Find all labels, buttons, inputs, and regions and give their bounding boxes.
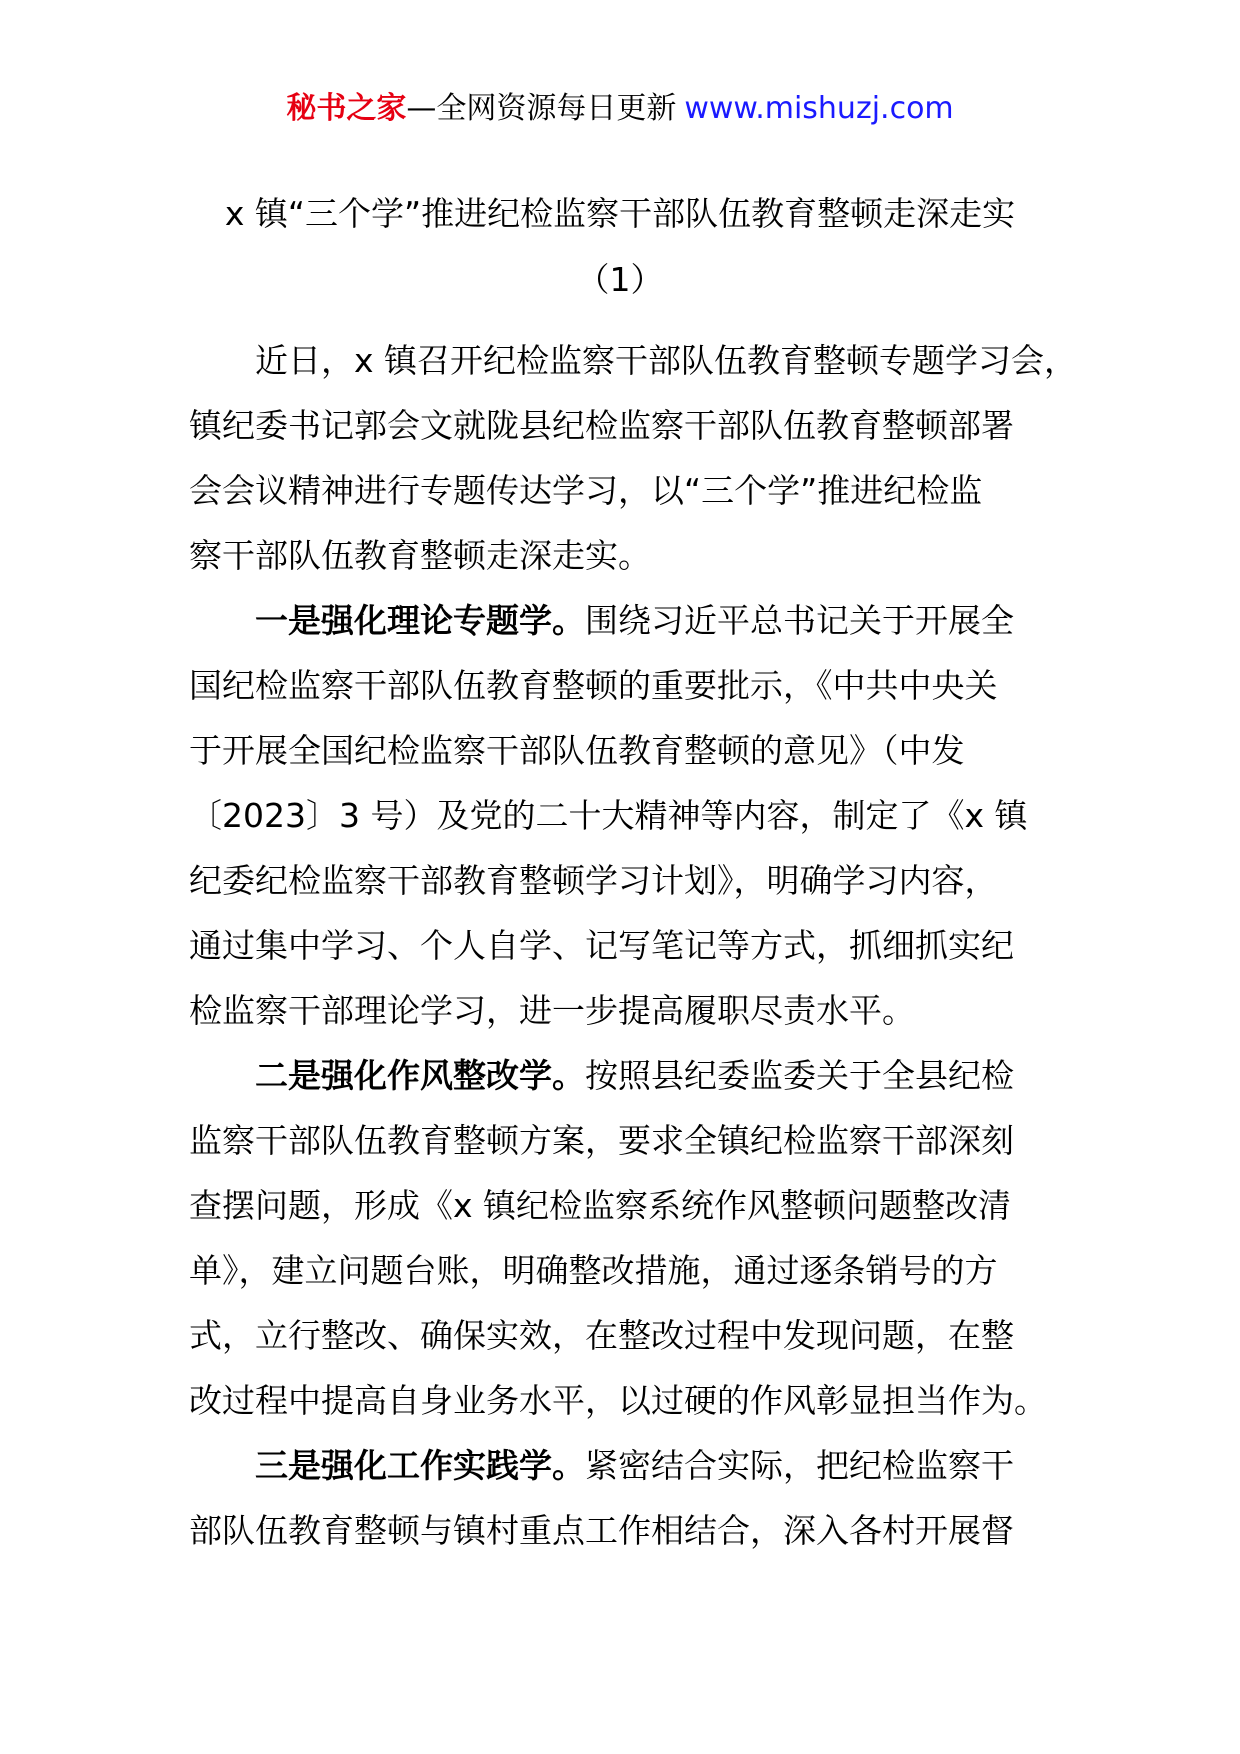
site-url: www.mishuzj.com bbox=[684, 91, 954, 126]
paragraph-work-practice bbox=[189, 1433, 1089, 1563]
paragraph-line bbox=[189, 1043, 1089, 1108]
paragraph-line: 通过集中学习、个人自学、记写笔记等方式，抓细抓实纪 bbox=[189, 926, 1014, 965]
document-body bbox=[189, 328, 1089, 1563]
paragraph-line: 近日，x 镇召开纪检监察干部队伍教育整顿专题学习会， bbox=[255, 341, 1078, 380]
paragraph-lead: 二是强化作风整改学。 bbox=[255, 1056, 585, 1095]
page-header bbox=[0, 86, 1240, 132]
brand-name: 秘书之家 bbox=[286, 91, 407, 126]
paragraph-line: 式，立行整改、确保实效，在整改过程中发现问题，在整 bbox=[189, 1316, 1014, 1355]
paragraph-line-text: 按照县纪委监委关于全县纪检 bbox=[585, 1056, 1014, 1095]
paragraph-lead: 一是强化理论专题学。 bbox=[255, 601, 585, 640]
paragraph-lead: 三是强化工作实践学。 bbox=[255, 1446, 585, 1485]
paragraph-line: 检监察干部理论学习，进一步提高履职尽责水平。 bbox=[189, 991, 915, 1030]
paragraph-theory-study bbox=[189, 588, 1089, 1043]
paragraph-line: 监察干部队伍教育整顿方案，要求全镇纪检监察干部深刻 bbox=[189, 1121, 1014, 1160]
paragraph-line bbox=[189, 1433, 1089, 1498]
paragraph-line: 单》，建立问题台账，明确整改措施，通过逐条销号的方 bbox=[189, 1251, 998, 1290]
paragraph-intro bbox=[189, 328, 1089, 588]
paragraph-line: 察干部队伍教育整顿走深走实。 bbox=[189, 536, 651, 575]
paragraph-line: 部队伍教育整顿与镇村重点工作相结合，深入各村开展督 bbox=[189, 1511, 1014, 1550]
paragraph-line: 〔2023〕3 号）及党的二十大精神等内容，制定了《x 镇 bbox=[189, 796, 1028, 835]
paragraph-style-rectification bbox=[189, 1043, 1089, 1433]
paragraph-line: 查摆问题，形成《x 镇纪检监察系统作风整顿问题整改清 bbox=[189, 1186, 1012, 1225]
document-title-line-1: x 镇“三个学”推进纪检监察干部队伍教育整顿走深走实 bbox=[224, 194, 1016, 233]
tagline: —全网资源每日更新 bbox=[406, 91, 677, 126]
paragraph-line: 于开展全国纪检监察干部队伍教育整顿的意见》（中发 bbox=[189, 731, 965, 770]
paragraph-line: 会会议精神进行专题传达学习，以“三个学”推进纪检监 bbox=[189, 471, 983, 510]
paragraph-line: 纪委纪检监察干部教育整顿学习计划》，明确学习内容， bbox=[189, 861, 998, 900]
paragraph-line-text: 紧密结合实际，把纪检监察干 bbox=[585, 1446, 1014, 1485]
document-title bbox=[0, 181, 1240, 313]
document-title-line-2: （1） bbox=[576, 260, 664, 299]
paragraph-line-text: 围绕习近平总书记关于开展全 bbox=[585, 601, 1014, 640]
paragraph-line: 国纪检监察干部队伍教育整顿的重要批示，《中共中央关 bbox=[189, 666, 998, 705]
paragraph-line: 改过程中提高自身业务水平，以过硬的作风彰显担当作为。 bbox=[189, 1381, 1047, 1420]
paragraph-line: 镇纪委书记郭会文就陇县纪检监察干部队伍教育整顿部署 bbox=[189, 406, 1014, 445]
paragraph-line bbox=[189, 588, 1089, 653]
